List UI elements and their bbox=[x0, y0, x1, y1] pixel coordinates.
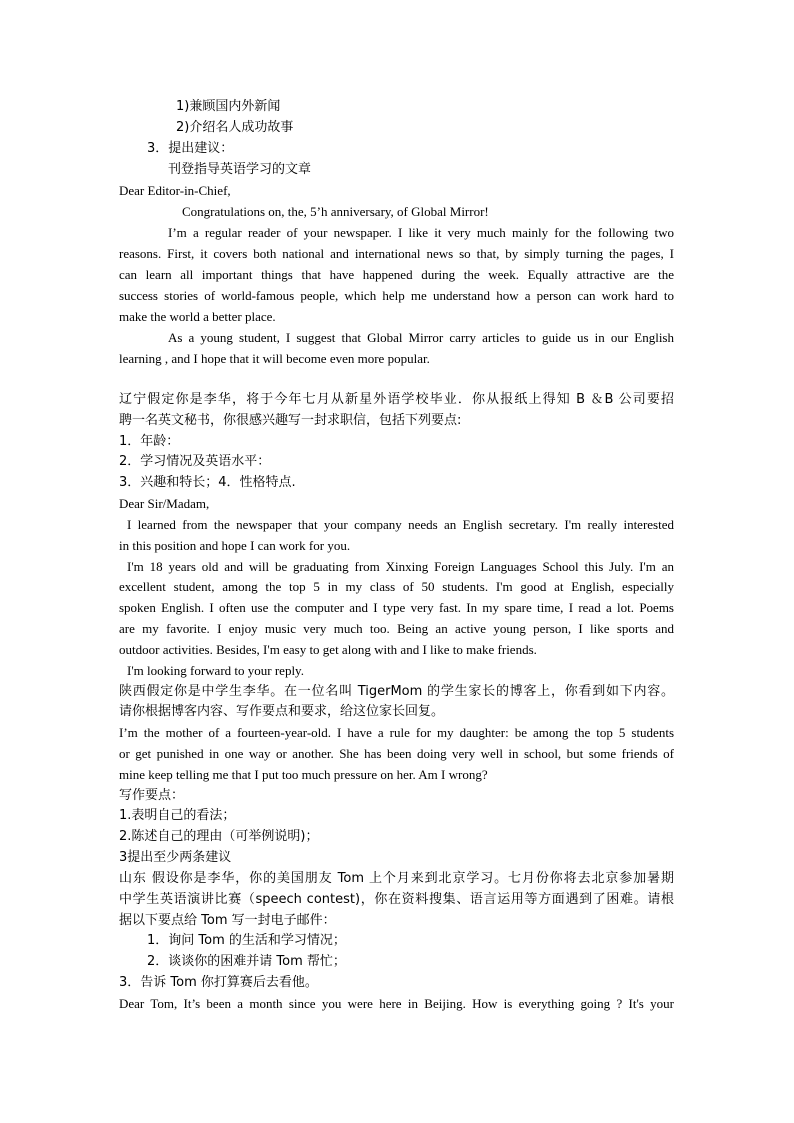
paragraph-line: outdoor activities. Besides, I'm easy to get along with and I like to make friends. bbox=[119, 642, 537, 657]
point-item: 1．询问 Tom 的生活和学习情况； bbox=[147, 933, 346, 948]
outline-item: 3．提出建议： bbox=[147, 141, 234, 156]
point-item: 2．学习情况及英语水平： bbox=[119, 454, 271, 469]
point-item: 3提出至少两条建议 bbox=[119, 850, 232, 865]
letter-salutation: Dear Editor-in-Chief, bbox=[119, 183, 231, 198]
paragraph-line: I'm 18 years old and will be graduating from Xinxing Foreign Languages School this July. I'm an bbox=[127, 559, 674, 574]
prompt-line: 山东 假设你是李华，你的美国朋友 Tom 上个月来到北京学习。七月份你将去北京参加暑期 bbox=[119, 871, 674, 886]
point-item: 2．谈谈你的困难并请 Tom 帮忙； bbox=[147, 954, 346, 969]
points-heading: 写作要点： bbox=[119, 788, 185, 803]
point-item: 3．告诉 Tom 你打算赛后去看他。 bbox=[119, 975, 318, 990]
paragraph-line: success stories of world-famous people, which help me understand how a person can work hard to bbox=[119, 288, 674, 303]
paragraph-line: I learned from the newspaper that your company needs an English secretary. I'm really interested bbox=[127, 517, 674, 532]
prompt-line: 聘一名英文秘书，你很感兴趣写一封求职信，包括下列要点: bbox=[119, 413, 462, 428]
prompt-line: 陕西假定你是中学生李华。在一位名叫 TigerMom 的学生家长的博客上，你看到如下内容。 bbox=[119, 684, 674, 699]
paragraph-line: reasons. First, it covers both national and international news so that, by simply turning the pages, I bbox=[119, 246, 674, 261]
outline-item: 2)介绍名人成功故事 bbox=[176, 120, 294, 135]
outline-item: 1)兼顾国内外新闻 bbox=[176, 99, 281, 114]
paragraph-line: I’m a regular reader of your newspaper. I like it very much mainly for the following two bbox=[168, 225, 674, 240]
point-item: 1.表明自己的看法； bbox=[119, 808, 236, 823]
prompt-line: 辽宁假定你是李华，将于今年七月从新星外语学校毕业．你从报纸上得知 B ＆B 公司要招 bbox=[119, 392, 674, 407]
letter-congrats: Congratulations on, the, 5’h anniversary, of Global Mirror! bbox=[182, 204, 489, 219]
point-item: 1．年龄： bbox=[119, 434, 180, 449]
point-item: 2.陈述自己的理由（可举例说明)； bbox=[119, 829, 319, 844]
letter-salutation: Dear Sir/Madam, bbox=[119, 496, 210, 511]
paragraph-line: As a young student, I suggest that Global Mirror carry articles to guide us in our English bbox=[168, 330, 674, 345]
paragraph-line: excellent student, among the top 5 in my class of 50 students. I'm good at English, especially bbox=[119, 579, 674, 594]
paragraph-line: learning , and I hope that it will become even more popular. bbox=[119, 351, 430, 366]
prompt-line: 据以下要点给 Tom 写一封电子邮件： bbox=[119, 913, 336, 928]
blog-line: or get punished in one way or another. She has been doing very well in school, but some friends of bbox=[119, 746, 674, 761]
prompt-line: 中学生英语演讲比赛（speech contest)，你在资料搜集、语言运用等方面遇到了困难。请根 bbox=[119, 892, 674, 907]
letter-opening: Dear Tom, It’s been a month since you were here in Beijing. How is everything going ? It's your bbox=[119, 996, 674, 1011]
blog-line: I’m the mother of a fourteen-year-old. I have a rule for my daughter: be among the top 5 students bbox=[119, 725, 674, 740]
outline-item: 刊登指导英语学习的文章 bbox=[168, 162, 312, 177]
point-item: 3．兴趣和特长；4．性格特点. bbox=[119, 475, 296, 490]
paragraph-line: are my favorite. I enjoy music very much too. Being an active young person, I like sports and bbox=[119, 621, 674, 636]
paragraph-line: in this position and hope I can work for you. bbox=[119, 538, 351, 553]
paragraph-line: can learn all important things that have happened during the week. Equally attractive are the bbox=[119, 267, 674, 282]
blog-line: mine keep telling me that I put too much pressure on her. Am I wrong? bbox=[119, 767, 488, 782]
letter-closing: I'm looking forward to your reply. bbox=[127, 663, 304, 678]
paragraph-line: spoken English. I often use the computer and I type very fast. In my spare time, I read a lot. Poems bbox=[119, 600, 674, 615]
prompt-line: 请你根据博客内容、写作要点和要求，给这位家长回复。 bbox=[119, 704, 445, 719]
paragraph-line: make the world a better place. bbox=[119, 309, 276, 324]
